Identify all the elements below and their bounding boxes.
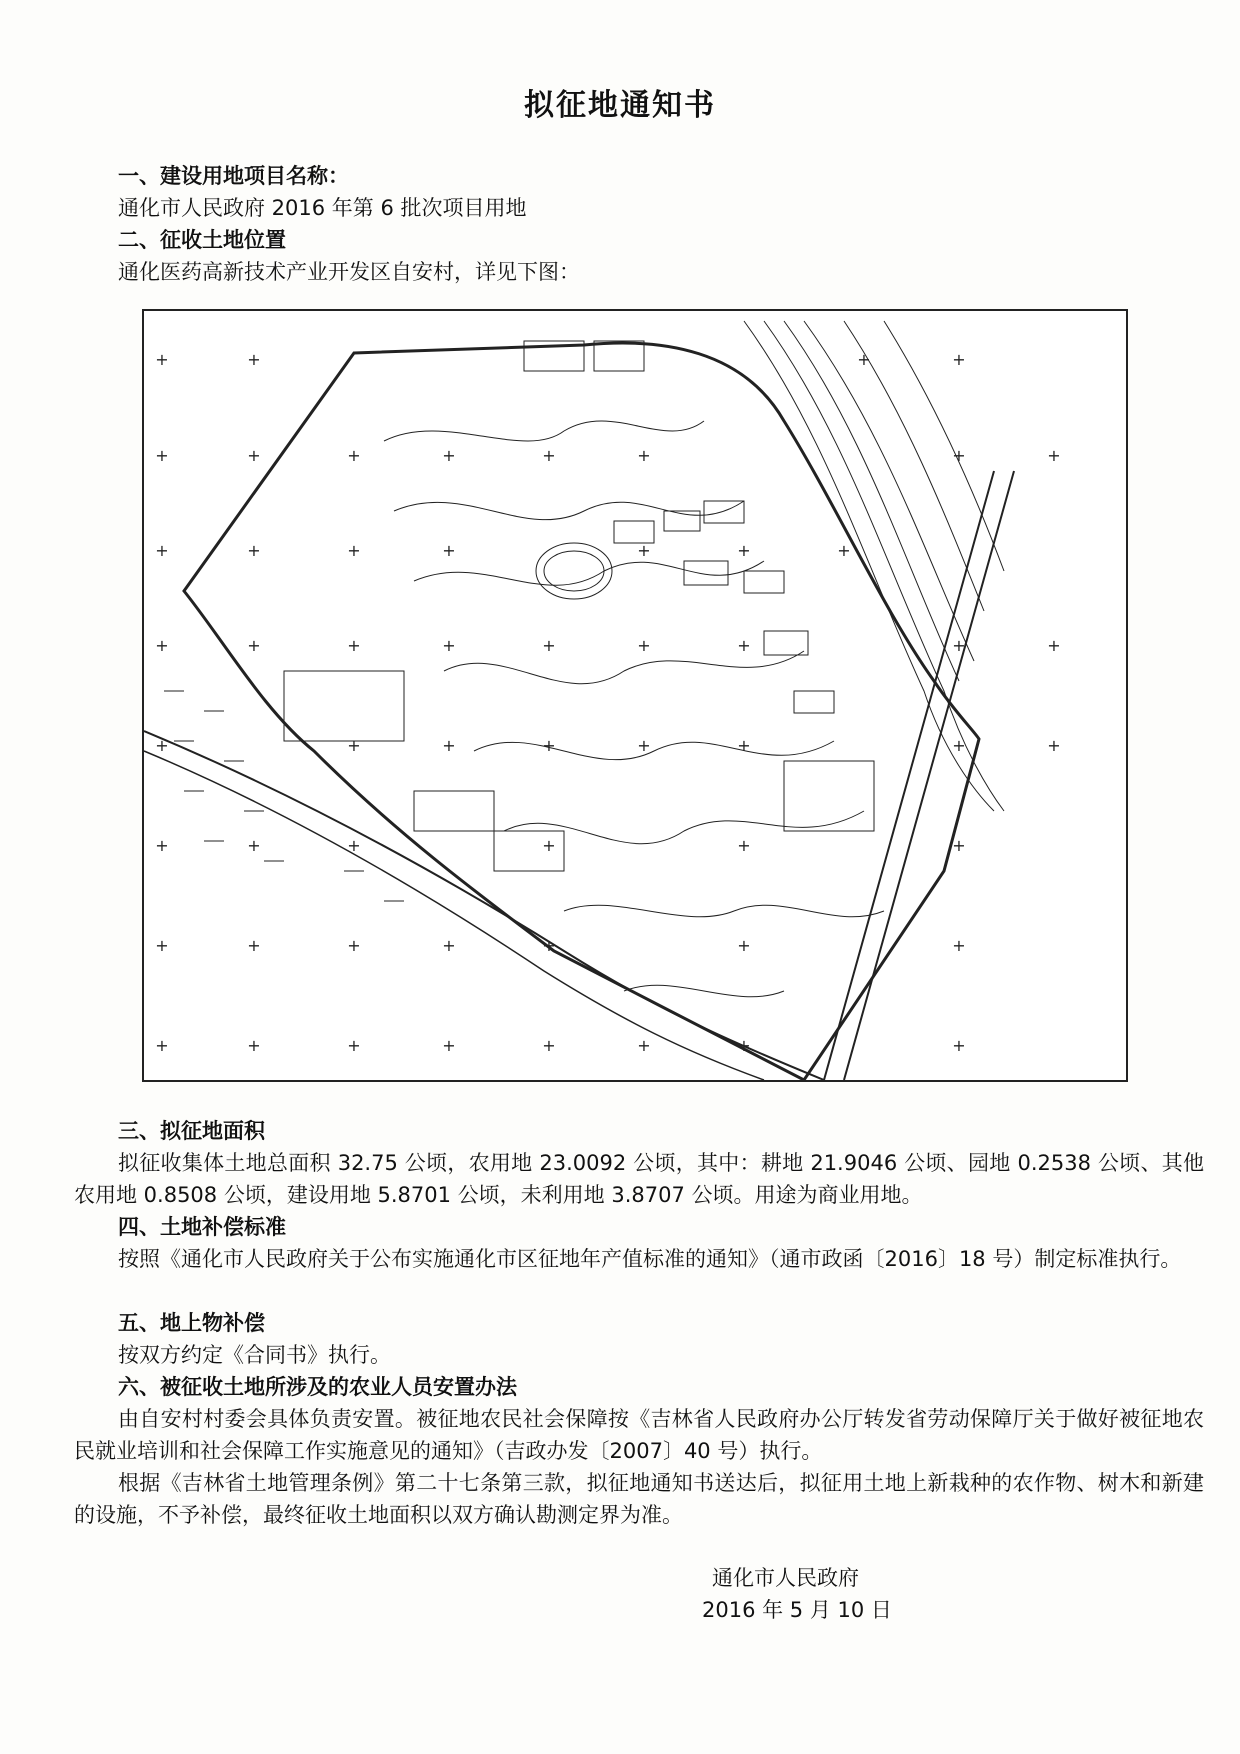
section-2-heading: 二、征收土地位置 [118, 228, 286, 252]
svg-text:+: + [542, 446, 556, 465]
svg-text:+: + [247, 1036, 261, 1055]
signature-date: 2016 年 5 月 10 日 [702, 1598, 892, 1622]
section-5-body: 按双方约定《合同书》执行。 [118, 1343, 391, 1367]
svg-text:+: + [542, 636, 556, 655]
section-6-body: 由自安村村委会具体负责安置。被征地农民社会保障按《吉林省人民政府办公厅转发省劳动保障厅关于做好被征地农民就业培训和社会保障工作实施意见的通知》（吉政办发〔2007〕40 号）执行。 [74, 1407, 1204, 1463]
svg-text:+: + [247, 936, 261, 955]
section-4-heading: 四、土地补偿标准 [118, 1215, 286, 1239]
svg-text:+: + [857, 350, 871, 369]
svg-text:+: + [442, 541, 456, 560]
svg-text:+: + [247, 541, 261, 560]
svg-text:+: + [737, 636, 751, 655]
svg-text:+: + [155, 350, 169, 369]
svg-text:+: + [247, 836, 261, 855]
svg-text:+: + [347, 446, 361, 465]
svg-text:+: + [637, 736, 651, 755]
land-location-map [142, 309, 1128, 1082]
section-5-heading: 五、地上物补偿 [118, 1311, 265, 1335]
svg-text:+: + [952, 936, 966, 955]
svg-text:+: + [737, 1036, 751, 1055]
section-3-body: 拟征收集体土地总面积 32.75 公顷，农用地 23.0092 公顷，其中：耕地 21.9046 公顷、园地 0.2538 公顷、其他农用地 0.8508 公顷，建设用地 5.8701 公顷，未利用地 3.8707 公顷。用途为商业用地。 [74, 1151, 1204, 1207]
svg-text:+: + [347, 636, 361, 655]
svg-text:+: + [637, 541, 651, 560]
svg-text:+: + [347, 836, 361, 855]
svg-text:+: + [155, 446, 169, 465]
svg-text:+: + [442, 636, 456, 655]
svg-text:+: + [637, 636, 651, 655]
map-drawing [144, 311, 1126, 1080]
svg-text:+: + [247, 446, 261, 465]
svg-text:+: + [247, 636, 261, 655]
svg-text:+: + [737, 541, 751, 560]
svg-text:+: + [542, 936, 556, 955]
svg-text:+: + [542, 836, 556, 855]
svg-text:+: + [347, 1036, 361, 1055]
section-4-body: 按照《通化市人民政府关于公布实施通化市区征地年产值标准的通知》（通市政函〔2016〕18 号）制定标准执行。 [118, 1247, 1182, 1271]
svg-text:+: + [542, 736, 556, 755]
svg-text:+: + [637, 446, 651, 465]
section-1-heading: 一、建设用地项目名称： [118, 164, 349, 188]
signature-org: 通化市人民政府 [712, 1566, 859, 1590]
svg-text:+: + [155, 736, 169, 755]
svg-text:+: + [952, 446, 966, 465]
svg-text:+: + [155, 836, 169, 855]
svg-text:+: + [952, 836, 966, 855]
svg-text:+: + [1047, 636, 1061, 655]
svg-text:+: + [952, 350, 966, 369]
svg-text:+: + [442, 446, 456, 465]
svg-text:+: + [837, 541, 851, 560]
svg-text:+: + [952, 636, 966, 655]
section-3-heading: 三、拟征地面积 [118, 1119, 265, 1143]
svg-text:+: + [347, 736, 361, 755]
svg-text:+: + [637, 1036, 651, 1055]
svg-text:+: + [155, 636, 169, 655]
section-2-body: 通化医药高新技术产业开发区自安村，详见下图： [118, 260, 580, 284]
svg-text:+: + [952, 1036, 966, 1055]
svg-text:+: + [347, 936, 361, 955]
svg-text:+: + [1047, 446, 1061, 465]
svg-text:+: + [247, 350, 261, 369]
svg-text:+: + [737, 836, 751, 855]
svg-text:+: + [542, 1036, 556, 1055]
svg-text:+: + [1047, 736, 1061, 755]
svg-text:+: + [737, 736, 751, 755]
svg-text:+: + [952, 736, 966, 755]
svg-text:+: + [155, 1036, 169, 1055]
svg-text:+: + [442, 736, 456, 755]
section-6-heading: 六、被征收土地所涉及的农业人员安置办法 [118, 1375, 517, 1399]
document-title: 拟征地通知书 [524, 88, 716, 123]
svg-text:+: + [737, 936, 751, 955]
svg-text:+: + [442, 936, 456, 955]
svg-text:+: + [155, 541, 169, 560]
section-1-body: 通化市人民政府 2016 年第 6 批次项目用地 [118, 196, 527, 220]
svg-text:+: + [442, 1036, 456, 1055]
section-6-note: 根据《吉林省土地管理条例》第二十七条第三款，拟征地通知书送达后，拟征用土地上新栽种的农作物、树木和新建的设施，不予补偿，最终征收土地面积以双方确认勘测定界为准。 [74, 1471, 1204, 1527]
svg-text:+: + [347, 541, 361, 560]
svg-text:+: + [155, 936, 169, 955]
